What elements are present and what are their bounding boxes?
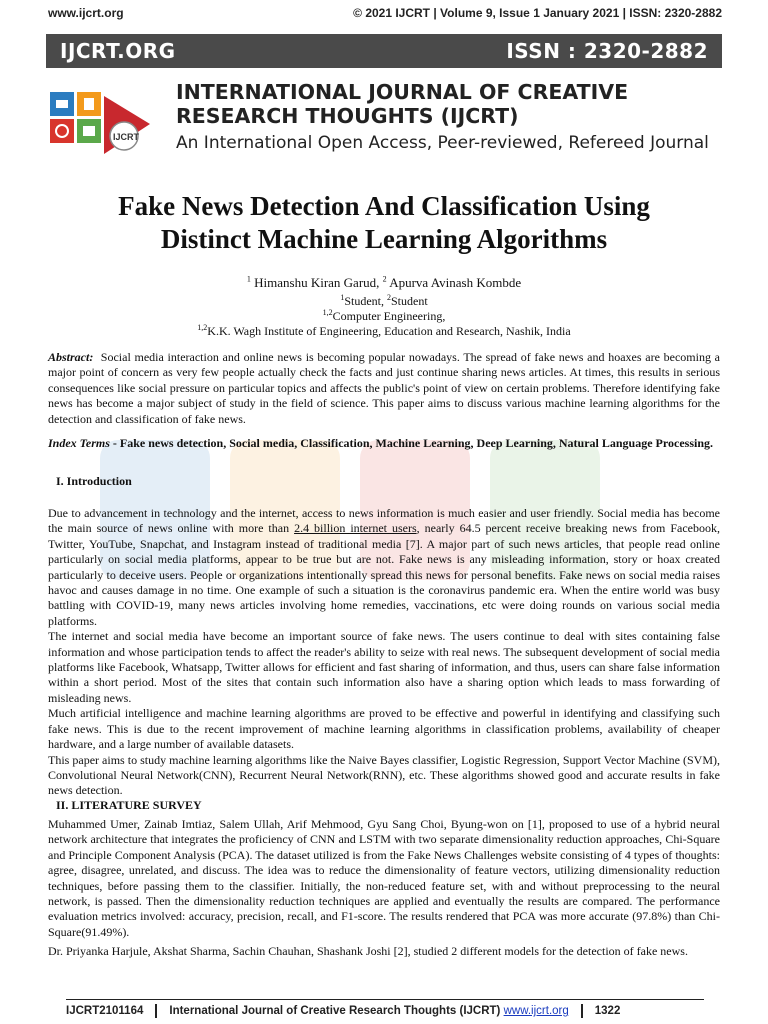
footer-url-link[interactable]: www.ijcrt.org bbox=[503, 1005, 569, 1017]
ijcrt-logo-icon bbox=[46, 78, 166, 174]
index-terms-text: - Fake news detection, Social media, Classification, Machine Learning, Deep Learning, Natural Language Processing. bbox=[112, 436, 713, 450]
literature-paragraph-1: Muhammed Umer, Zainab Imtiaz, Salem Ullah, Arif Mehmood, Gyu Sang Choi, Byung-won on [1], proposed to use of a hybrid neural network architecture that integrates the proficiency of CNN and LSTM with two separate dimensionality reduction approaches, Chi-Square and Principle Component Analysis (PCA). The dataset utilized is from the Fake News Challenges website consisting of 4 types of thoughts: agree, disagree, unrelated, and discuss. The idea was to reduce the dimensionality of feature vectors, utilizing dimensionality reduction techniques, before passing them to the classifier. Initially, the non-reduced feature set, with and without preprocessing to the neural network, is passed. Then the dimensionality reduction techniques are applied and eventually the results are compared. The performance evaluation metrics involved: accuracy, precision, recall, and F1-score. The results rendered that PCA was more accurate (97.8%) than Chi-Square(91.49%). bbox=[48, 817, 720, 939]
title-line2: Distinct Machine Learning Algorithms bbox=[160, 224, 608, 254]
intro-paragraph-1 bbox=[48, 506, 720, 629]
journal-title-line1: INTERNATIONAL JOURNAL OF CREATIVE bbox=[176, 80, 629, 104]
inst: K.K. Wagh Institute of Engineering, Education and Research, Nashik, India bbox=[207, 324, 571, 338]
logo-text: IJCRT bbox=[113, 132, 140, 142]
citation-line: © 2021 IJCRT | Volume 9, Issue 1 January 2021 | ISSN: 2320-2882 bbox=[353, 6, 722, 20]
institution bbox=[48, 324, 720, 339]
intro-paragraph-2: The internet and social media have become an important source of fake news. The users continue to deal with sites containing false information and whose participation tends to affect the reader's ability to seize with real news. The subsequent development of social media platforms like Facebook, Whatsapp, Twitter allows for efficient and fast sharing of information, and thus, users can share false information within a short period. Most of the sites that contain such information also have a sharing option which leads to mass forwarding of misleading news. bbox=[48, 629, 720, 705]
intro-paragraph-4: This paper aims to study machine learning algorithms like the Naive Bayes classifier, Logistic Regression, Support Vector Machine (SVM), Convolutional Neural Network(CNN), Recurrent Neural Network(RNN), etc. These algorithms showed good and accurate results in fake news detection. bbox=[48, 752, 720, 798]
literature-paragraph-2: Dr. Priyanka Harjule, Akshat Sharma, Sachin Chauhan, Shashank Joshi [2], studied 2 different models for the detection of fake news. bbox=[48, 944, 688, 958]
dept: Computer Engineering, bbox=[332, 309, 446, 323]
site-url[interactable]: www.ijcrt.org bbox=[48, 6, 124, 20]
intro-p1-a: Due to advancement in technology and the internet, access to news information is much easier and user friendly. Social media has become the main source of news online with more than bbox=[48, 506, 720, 536]
author1: Himanshu Kiran Garud, bbox=[254, 275, 380, 290]
journal-subtitle: An International Open Access, Peer-reviewed, Refereed Journal bbox=[176, 133, 709, 153]
banner-right: ISSN : 2320-2882 bbox=[506, 39, 708, 63]
author1-sup: 1 bbox=[246, 274, 251, 284]
role1-sup: 1 bbox=[340, 293, 345, 302]
author-list bbox=[48, 275, 720, 291]
journal-banner bbox=[46, 34, 722, 68]
footer-separator-2 bbox=[581, 1004, 583, 1018]
inst-sup: 1,2 bbox=[197, 323, 208, 332]
title-line1: Fake News Detection And Classification Using bbox=[118, 191, 650, 221]
author2: Apurva Avinash Kombde bbox=[389, 275, 522, 290]
footer-rule bbox=[66, 999, 704, 1000]
abstract-label: Abstract: bbox=[48, 350, 94, 364]
affiliations bbox=[48, 294, 720, 339]
roles bbox=[48, 294, 720, 309]
dept-sup: 1,2 bbox=[322, 308, 333, 317]
journal-title-line2: RESEARCH THOUGHTS (IJCRT) bbox=[176, 104, 519, 128]
paper-title bbox=[48, 190, 720, 256]
department bbox=[48, 309, 720, 324]
footer-separator bbox=[155, 1004, 157, 1018]
footer-page-number: 1322 bbox=[594, 1005, 621, 1017]
abstract bbox=[48, 350, 720, 427]
page-footer bbox=[66, 1004, 704, 1018]
index-terms-label: Index Terms bbox=[48, 436, 110, 450]
abstract-text: Social media interaction and online news is becoming popular nowadays. The spread of fake news and hoaxes are becoming a major point of concern as very few people actually check the facts and just continue sharing news articles. At times, this results in serious consequences like social pressure on particular topics and affects the public's point of view on certain problems. Therefore identifying fake news has become a major subject of study in the field of science. This paper aims to discuss various machine learning algorithms for the detection and classification of fake news. bbox=[48, 350, 720, 426]
introduction-body bbox=[48, 506, 720, 799]
section-heading-introduction: I. Introduction bbox=[56, 474, 132, 488]
intro-paragraph-3: Much artificial intelligence and machine learning algorithms are proved to be effective and powerful in identifying and classifying such fake news. This is due to the recent improvement of machine learning algorithms in classification problems, availability of cheaper hardware, and a large number of available datasets. bbox=[48, 706, 720, 752]
journal-title bbox=[176, 80, 736, 128]
intro-p1-b: , nearly 64.5 percent receive breaking news from Facebook, Twitter, YouTube, Snapchat, and Instagram instead of traditional media [7]. A major part of such news articles, that people read online particularly on social media platforms, appear to be true but are not. Fake news is any misleading information, story or hoax created particularly to deceive users. People or organizations intentionally spread this news for personal benefits. Fake news on social media raises havoc and causes damage in no time. One example of such a situation is the coronavirus pandemic era. When the entire world was busy battling with COVID-19, many news articles involving home remedies, vaccinations, etc were doing rounds on various social media platforms. bbox=[48, 521, 720, 628]
index-terms bbox=[48, 436, 720, 451]
intro-p1-link[interactable]: 2.4 billion internet users bbox=[294, 521, 417, 536]
footer-journal: International Journal of Creative Research Thoughts (IJCRT) bbox=[169, 1005, 501, 1017]
author2-sup: 2 bbox=[382, 274, 387, 284]
role1: Student, bbox=[344, 294, 384, 308]
footer-paper-id: IJCRT2101164 bbox=[66, 1005, 144, 1017]
running-header bbox=[48, 6, 722, 20]
role2: Student bbox=[391, 294, 428, 308]
section-heading-literature: II. LITERATURE SURVEY bbox=[56, 798, 202, 812]
banner-left: IJCRT.ORG bbox=[60, 39, 176, 63]
role2-sup: 2 bbox=[387, 293, 391, 302]
